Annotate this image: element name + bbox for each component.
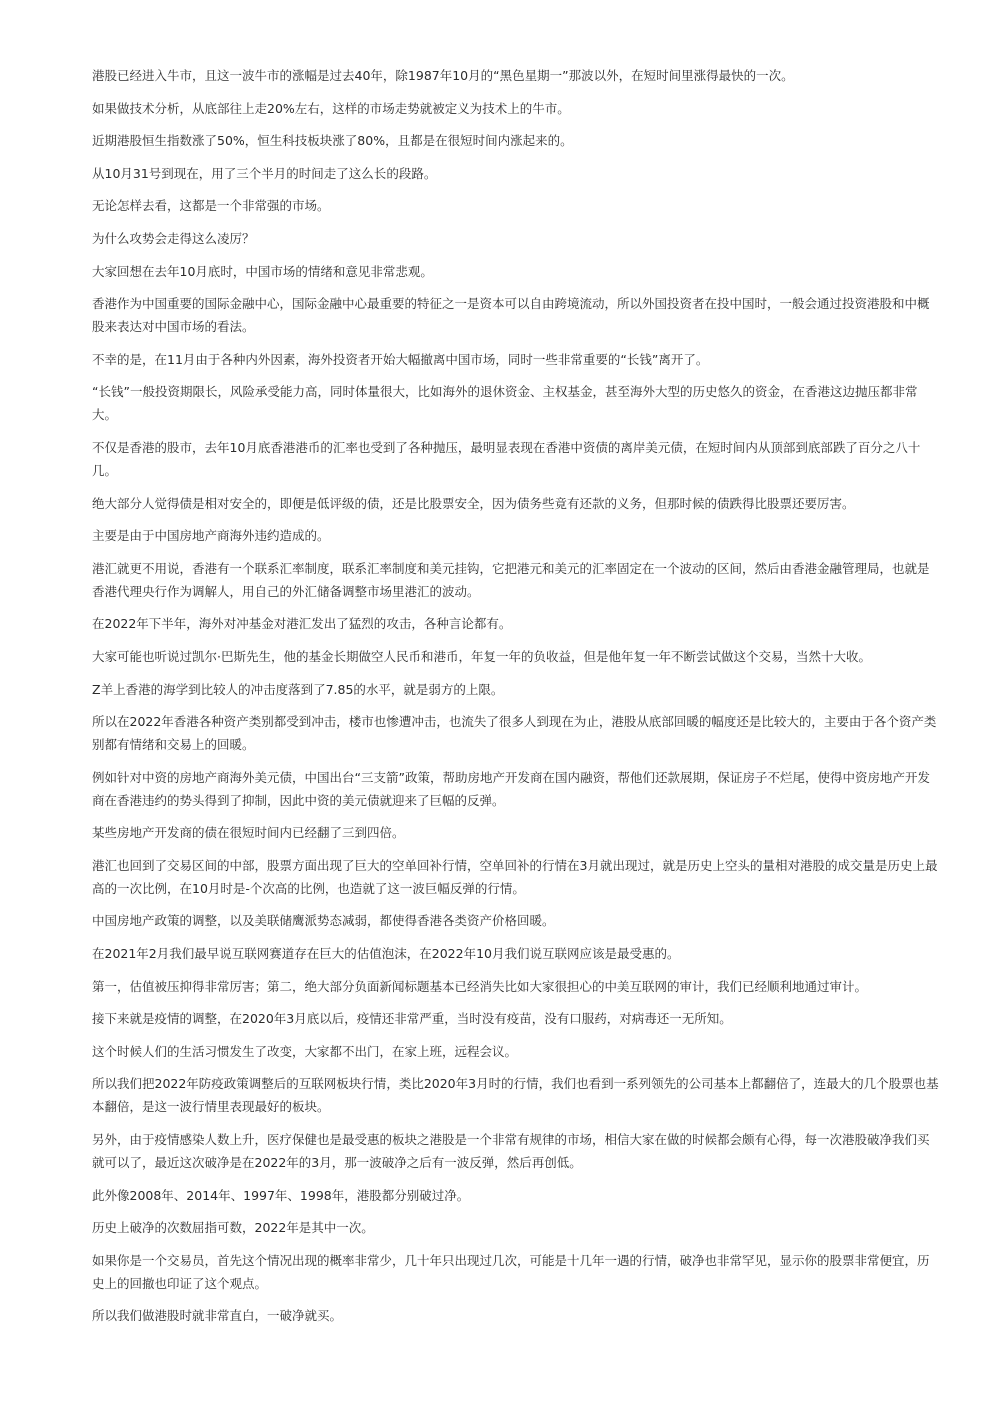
paragraph: 为什么攻势会走得这么凌厉？ bbox=[92, 230, 255, 246]
paragraph: 主要是由于中国房地产商海外违约造成的。 bbox=[92, 528, 330, 544]
paragraph: 中国房地产政策的调整，以及美联储鹰派势态减弱，都使得香港各类资产价格回暖。 bbox=[92, 913, 555, 929]
paragraph: 所以我们做港股时就非常直白，一破净就买。 bbox=[92, 1308, 343, 1324]
paragraph: 港股已经进入牛市，且这一波牛市的涨幅是过去40年，除1987年10月的“黑色星期一”那波以外，在短时间里涨得最快的一次。 bbox=[92, 68, 794, 83]
paragraph: 另外，由于疫情感染人数上升，医疗保健也是最受惠的板块之港股是一个非常有规律的市场，相信大家在做的时候都会颇有心得，每一次港股破净我们买就可以了，最近这次破净是在2022年的3月，那一波破净之后有一波反弹，然后再创低。 bbox=[92, 1132, 930, 1171]
paragraph: 第一，估值被压抑得非常厉害；第二，绝大部分负面新闻标题基本已经消失比如大家很担心的中美互联网的审计，我们已经顺利地通过审计。 bbox=[92, 978, 868, 994]
paragraph: 此外像2008年、2014年、1997年、1998年，港股都分别破过净。 bbox=[92, 1187, 470, 1203]
paragraph: 某些房地产开发商的债在很短时间内已经翻了三到四倍。 bbox=[92, 825, 405, 841]
paragraph: 港汇也回到了交易区间的中部，股票方面出现了巨大的空单回补行情，空单回补的行情在3月就出现过，就是历史上空头的量相对港股的成交量是历史上最高的一次比例，在10月时是-个次高的比例，也造就了这一波巨幅反弹的行情。 bbox=[92, 857, 938, 896]
paragraph: 如果做技术分析，从底部往上走20%左右，这样的市场走势就被定义为技术上的牛市。 bbox=[92, 100, 570, 116]
paragraph: Z羊上香港的海学到比较人的冲击度落到了7.85的水平，就是弱方的上限。 bbox=[92, 681, 504, 697]
paragraph: 绝大部分人觉得债是相对安全的，即便是低评级的债，还是比股票安全，因为债务些竟有还款的义务，但那时候的债跌得比股票还要厉害。 bbox=[92, 495, 855, 511]
paragraph: 近期港股恒生指数涨了50%，恒生科技板块涨了80%，且都是在很短时间内涨起来的。 bbox=[92, 133, 573, 149]
paragraph: 港汇就更不用说，香港有一个联系汇率制度，联系汇率制度和美元挂钩，它把港元和美元的汇率固定在一个波动的区间，然后由香港金融管理局，也就是香港代理央行作为调解人，用自己的外汇储备调整市场里港汇的波动。 bbox=[92, 560, 930, 599]
paragraph: 香港作为中国重要的国际金融中心，国际金融中心最重要的特征之一是资本可以自由跨境流动，所以外国投资者在投中国时，一般会通过投资港股和中概股来表达对中国市场的看法。 bbox=[92, 296, 930, 335]
paragraph: “长钱”一般投资期限长，风险承受能力高，同时体量很大，比如海外的退休资金、主权基金，甚至海外大型的历史悠久的资金，在香港这边抛压都非常大。 bbox=[92, 384, 918, 423]
paragraph: 在2022年下半年，海外对冲基金对港汇发出了猛烈的攻击，各种言论都有。 bbox=[92, 616, 512, 632]
paragraph: 从10月31号到现在，用了三个半月的时间走了这么长的段路。 bbox=[92, 165, 437, 181]
paragraph: 接下来就是疫情的调整，在2020年3月底以后，疫情还非常严重，当时没有疫苗，没有口服药，对病毒还一无所知。 bbox=[92, 1011, 732, 1027]
paragraph: 所以我们把2022年防疫政策调整后的互联网板块行情，类比2020年3月时的行情，我们也看到一系列领先的公司基本上都翻倍了，连最大的几个股票也基本翻倍，是这一波行情里表现最好的板块。 bbox=[92, 1076, 939, 1115]
paragraph: 不仅是香港的股市，去年10月底香港港币的汇率也受到了各种抛压，最明显表现在香港中资债的离岸美元债，在短时间内从顶部到底部跌了百分之八十几。 bbox=[92, 439, 921, 478]
paragraph: 历史上破净的次数屈指可数，2022年是其中一次。 bbox=[92, 1220, 374, 1236]
paragraph: 大家可能也听说过凯尔·巴斯先生，他的基金长期做空人民币和港币，年复一年的负收益，但是他年复一年不断尝试做这个交易，当然十大收。 bbox=[92, 648, 871, 664]
paragraph: 在2021年2月我们最早说互联网赛道存在巨大的估值泡沫，在2022年10月我们说互联网应该是最受惠的。 bbox=[92, 946, 680, 962]
paragraph: 这个时候人们的生活习惯发生了改变，大家都不出门，在家上班，远程会议。 bbox=[92, 1043, 518, 1059]
paragraph: 所以在2022年香港各种资产类别都受到冲击，楼市也惨遭冲击，也流失了很多人到现在为止，港股从底部回暖的幅度还是比较大的，主要由于各个资产类别都有情绪和交易上的回暖。 bbox=[92, 714, 937, 753]
paragraph: 不幸的是，在11月由于各种内外因素，海外投资者开始大幅撤离中国市场，同时一些非常重要的“长钱”离开了。 bbox=[92, 351, 709, 367]
paragraph: 例如针对中资的房地产商海外美元债，中国出台“三支箭”政策，帮助房地产开发商在国内融资，帮他们还款展期，保证房子不烂尾，使得中资房地产开发商在香港违约的势头得到了抑制，因此中资的美元债就迎来了巨幅的反弹。 bbox=[92, 769, 930, 808]
paragraph: 大家回想在去年10月底时，中国市场的情绪和意见非常悲观。 bbox=[92, 263, 433, 279]
paragraph: 无论怎样去看，这都是一个非常强的市场。 bbox=[92, 198, 330, 214]
paragraph: 如果你是一个交易员，首先这个情况出现的概率非常少，几十年只出现过几次，可能是十几年一遇的行情，破净也非常罕见，显示你的股票非常便宜，历史上的回撤也印证了这个观点。 bbox=[92, 1252, 930, 1291]
